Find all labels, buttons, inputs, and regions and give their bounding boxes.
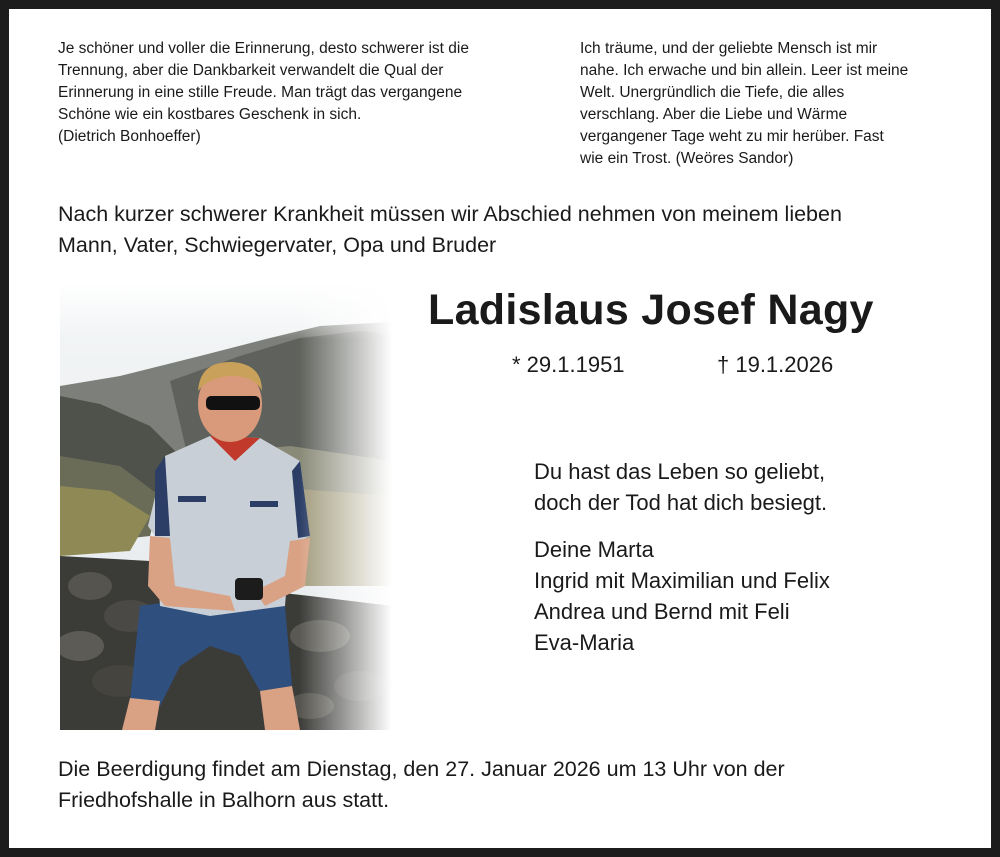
quote-line: Welt. Unergründlich die Tiefe, die alles <box>580 84 845 101</box>
portrait-photo <box>60 286 392 730</box>
quote-weores <box>580 38 908 170</box>
quote-line: wie ein Trost. (Weöres Sandor) <box>580 150 794 167</box>
quote-author: (Dietrich Bonhoeffer) <box>58 128 201 145</box>
death-date: † 19.1.2026 <box>717 352 834 377</box>
mourner: Eva-Maria <box>534 630 635 655</box>
quote-line: Trennung, aber die Dankbarkeit verwandelt die Qual der <box>58 62 444 79</box>
intro-line: Mann, Vater, Schwiegervater, Opa und Bruder <box>58 233 497 257</box>
funeral-line: Friedhofshalle in Balhorn aus statt. <box>58 788 390 812</box>
mourner: Ingrid mit Maximilian und Felix <box>534 568 830 593</box>
mourner: Deine Marta <box>534 537 654 562</box>
quote-line: Erinnerung in eine stille Freude. Man trägt das vergangene <box>58 84 463 101</box>
intro-line: Nach kurzer schwerer Krankheit müssen wir Abschied nehmen von meinem lieben <box>58 202 842 226</box>
funeral-details <box>58 754 785 816</box>
mourners-list <box>534 534 830 658</box>
verse-line: doch der Tod hat dich besiegt. <box>534 490 828 515</box>
announcement-intro <box>58 199 842 261</box>
quote-bonhoeffer <box>58 38 469 148</box>
deceased-name: Ladislaus Josef Nagy <box>428 286 874 334</box>
quote-line: verschlang. Aber die Liebe und Wärme <box>580 106 848 123</box>
verse-line: Du hast das Leben so geliebt, <box>534 459 826 484</box>
quote-line: vergangener Tage weht zu mir herüber. Fast <box>580 128 884 145</box>
funeral-line: Die Beerdigung findet am Dienstag, den 27. Januar 2026 um 13 Uhr von der <box>58 757 785 781</box>
memorial-verse <box>534 456 827 518</box>
quote-line: Schöne wie ein kostbares Geschenk in sich. <box>58 106 362 123</box>
quote-line: Ich träume, und der geliebte Mensch ist mir <box>580 40 878 57</box>
birth-date: * 29.1.1951 <box>512 352 625 377</box>
quote-line: Je schöner und voller die Erinnerung, desto schwerer ist die <box>58 40 469 57</box>
mourner: Andrea und Bernd mit Feli <box>534 599 790 624</box>
quote-line: nahe. Ich erwache und bin allein. Leer ist meine <box>580 62 909 79</box>
